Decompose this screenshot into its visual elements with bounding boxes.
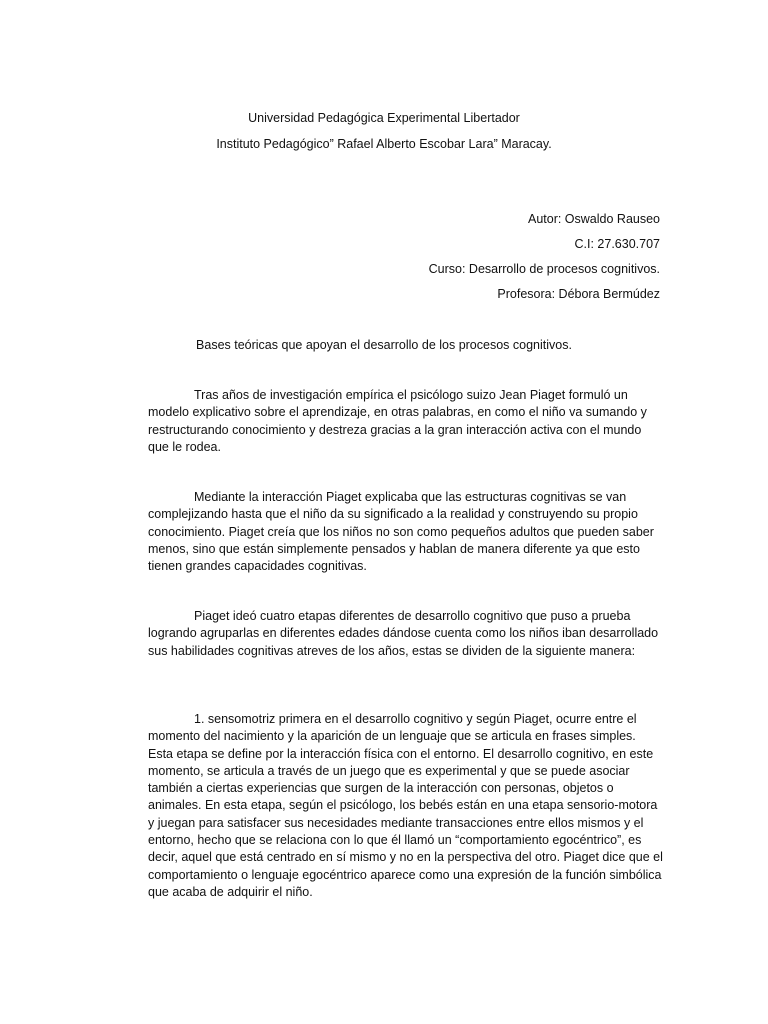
ci-line: C.I: 27.630.707 — [574, 237, 660, 251]
document-title: Bases teóricas que apoyan el desarrollo de los procesos cognitivos. — [196, 338, 572, 352]
institute-name: Instituto Pedagógico” Rafael Alberto Escobar Lara” Maracay. — [216, 137, 552, 151]
paragraph-interaction: Mediante la interacción Piaget explicaba que las estructuras cognitivas se van complejizando hasta que el niño da su significado a la realidad y construyendo su propio conocimiento. Piaget creía que los niños no son como pequeños adultos que pueden saber menos, sino que están simplemente pensados y hablan de manera diferente ya que esto tienen grandes capacidades cognitivas. — [148, 490, 654, 574]
paragraph-stages: Piaget ideó cuatro etapas diferentes de desarrollo cognitivo que puso a prueba logrando agruparlas en diferentes edades dándose cuenta como los niños iban desarrollado sus habilidades cognitivas atreves de los años, estas se dividen de la siguiente manera: — [148, 609, 659, 658]
professor-line: Profesora: Débora Bermúdez — [497, 287, 660, 301]
course-line: Curso: Desarrollo de procesos cognitivos. — [428, 262, 660, 276]
university-name: Universidad Pedagógica Experimental Libertador — [248, 111, 520, 125]
paragraph-intro: Tras años de investigación empírica el psicólogo suizo Jean Piaget formuló un modelo explicativo sobre el aprendizaje, en otras palabras, en como el niño va sumando y restructurando conocimiento y destreza gracias a la gran interacción activa con el mundo que le rodea. — [148, 388, 647, 454]
paragraph-stage-1: 1. sensomotriz primera en el desarrollo cognitivo y según Piaget, ocurre entre el momento del nacimiento y la aparición de un lenguaje que se articula en frases simples. Esta etapa se define por la interacción física con el entorno. El desarrollo cognitivo, en este momento, se articula a través de un juego que es experimental y que se puede asociar también a ciertas experiencias que surgen de la interacción con personas, objetos o animales. En esta etapa, según el psicólogo, los bebés están en una etapa sensorio-motora y juegan para satisfacer sus necesidades mediante transacciones entre ellos mismos y el entorno, hecho que se relaciona con lo que él llamó un “comportamiento egocéntrico”, es decir, aquel que está centrado en sí mismo y no en la perspectiva del otro. Piaget dice que el comportamiento o lenguaje egocéntrico aparece como una expresión de la función simbólica que acaba de adquirir el niño. — [148, 712, 663, 899]
author-line: Autor: Oswaldo Rauseo — [527, 212, 660, 226]
